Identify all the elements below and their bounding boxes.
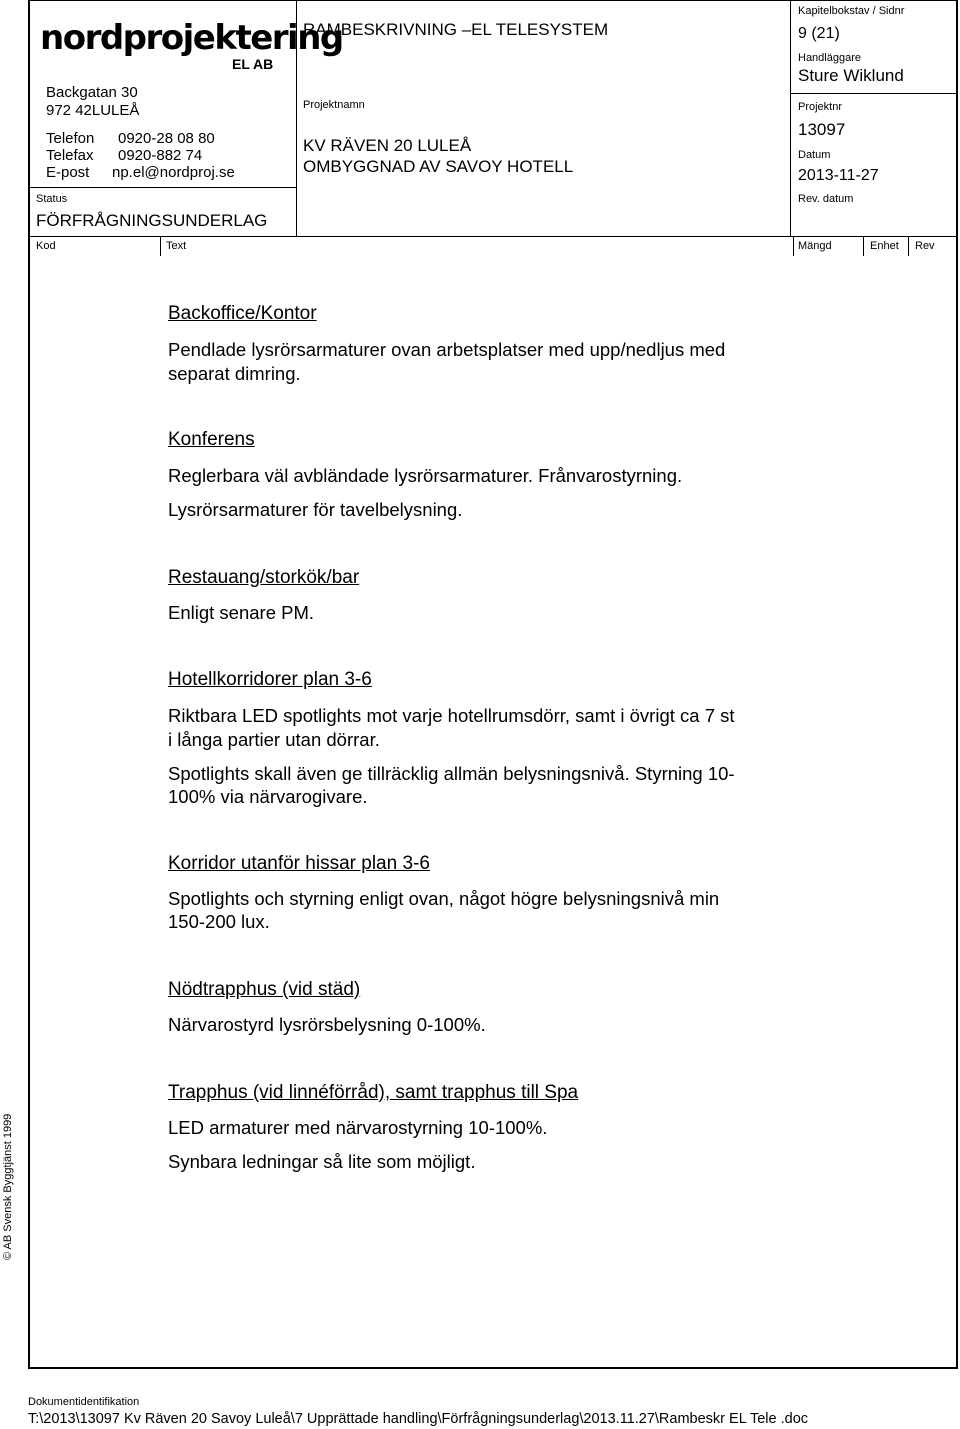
- section-text: Spotlights och styrning enligt ovan, något högre belysningsnivå min: [168, 888, 720, 909]
- section-heading: Restauang/storkök/bar: [168, 567, 360, 588]
- section-heading: Konferens: [168, 429, 255, 450]
- col-divider-enhet: [863, 236, 864, 256]
- col-enhet: Enhet: [870, 240, 899, 252]
- col-divider-mangd: [793, 236, 794, 256]
- section-text: Riktbara LED spotlights mot varje hotellrumsdörr, samt i övrigt ca 7 st: [168, 705, 735, 726]
- col-mangd: Mängd: [798, 240, 832, 252]
- header-bottom-line: [28, 236, 958, 237]
- company-logo-sub: EL AB: [232, 56, 274, 72]
- section-heading: Trapphus (vid linnéförråd), samt trapphus till Spa: [168, 1082, 579, 1103]
- email-value: np.el@nordproj.se: [112, 164, 235, 181]
- section-text: 100% via närvarogivare.: [168, 786, 368, 807]
- section-text: Närvarostyrd lysrörsbelysning 0-100%.: [168, 1014, 486, 1035]
- section-text: i långa partier utan dörrar.: [168, 729, 380, 750]
- address-line1: Backgatan 30: [46, 84, 138, 101]
- project-name-label: Projektnamn: [303, 99, 365, 111]
- status-value: FÖRFRÅGNINGSUNDERLAG: [36, 211, 268, 230]
- section-text: Reglerbara väl avbländade lysrörsarmaturer. Frånvarostyrning.: [168, 465, 683, 486]
- col-divider-rev: [908, 236, 909, 256]
- col-divider-kod: [160, 236, 161, 256]
- header-right-line: [790, 93, 958, 94]
- doc-id-label: Dokumentidentifikation: [28, 1396, 140, 1408]
- section-text: Spotlights skall även ge tillräcklig allmän belysningsnivå. Styrning 10-: [168, 763, 735, 784]
- status-label: Status: [36, 193, 68, 205]
- section-text: Lysrörsarmaturer för tavelbelysning.: [168, 499, 463, 520]
- copyright-text: © AB Svensk Byggtjänst 1999: [2, 1113, 14, 1260]
- section-text: 150-200 lux.: [168, 911, 270, 932]
- phone-label: Telefon: [46, 130, 95, 147]
- date-label: Datum: [798, 149, 831, 161]
- col-rev: Rev: [915, 240, 935, 252]
- section-heading: Nödtrapphus (vid städ): [168, 979, 361, 1000]
- email-label: E-post: [46, 164, 90, 181]
- section-text: separat dimring.: [168, 363, 301, 384]
- frame-top-line: [28, 0, 958, 1]
- fax-value: 0920-882 74: [118, 147, 203, 164]
- col-kod: Kod: [36, 240, 56, 252]
- project-no-value: 13097: [798, 120, 846, 139]
- section-text: Pendlade lysrörsarmaturer ovan arbetsplatser med upp/nedljus med: [168, 339, 726, 360]
- header-divider-2: [790, 0, 791, 236]
- header-left-line: [28, 187, 296, 188]
- handler-label: Handläggare: [798, 52, 861, 64]
- section-text: Enligt senare PM.: [168, 602, 315, 623]
- project-name-line1: KV RÄVEN 20 LULEÅ: [303, 136, 472, 155]
- section-heading: Backoffice/Kontor: [168, 303, 317, 324]
- rev-date-label: Rev. datum: [798, 193, 854, 205]
- date-value: 2013-11-27: [798, 167, 879, 184]
- section-heading: Korridor utanför hissar plan 3-6: [168, 853, 430, 874]
- phone-value: 0920-28 08 80: [118, 130, 215, 147]
- fax-label: Telefax: [46, 147, 94, 164]
- chapter-value: 9 (21): [798, 25, 840, 42]
- section-text: Synbara ledningar så lite som möjligt.: [168, 1151, 476, 1172]
- section-text: LED armaturer med närvarostyrning 10-100%.: [168, 1117, 548, 1138]
- company-logo: nordprojektering: [40, 18, 343, 58]
- doc-title: RAMBESKRIVNING –EL TELESYSTEM: [303, 20, 609, 39]
- doc-id-value: T:\2013\13097 Kv Räven 20 Savoy Luleå\7 Upprättade handling\Förfrågningsunderlag\2013.11.27\Rambeskr EL Tele .doc: [28, 1411, 809, 1427]
- col-text: Text: [166, 240, 187, 252]
- chapter-label: Kapitelbokstav / Sidnr: [798, 5, 905, 17]
- project-name-line2: OMBYGGNAD AV SAVOY HOTELL: [303, 157, 574, 176]
- section-heading: Hotellkorridorer plan 3-6: [168, 669, 372, 690]
- handler-value: Sture Wiklund: [798, 66, 904, 85]
- address-line2: 972 42LULEÅ: [46, 102, 140, 119]
- project-no-label: Projektnr: [798, 101, 843, 113]
